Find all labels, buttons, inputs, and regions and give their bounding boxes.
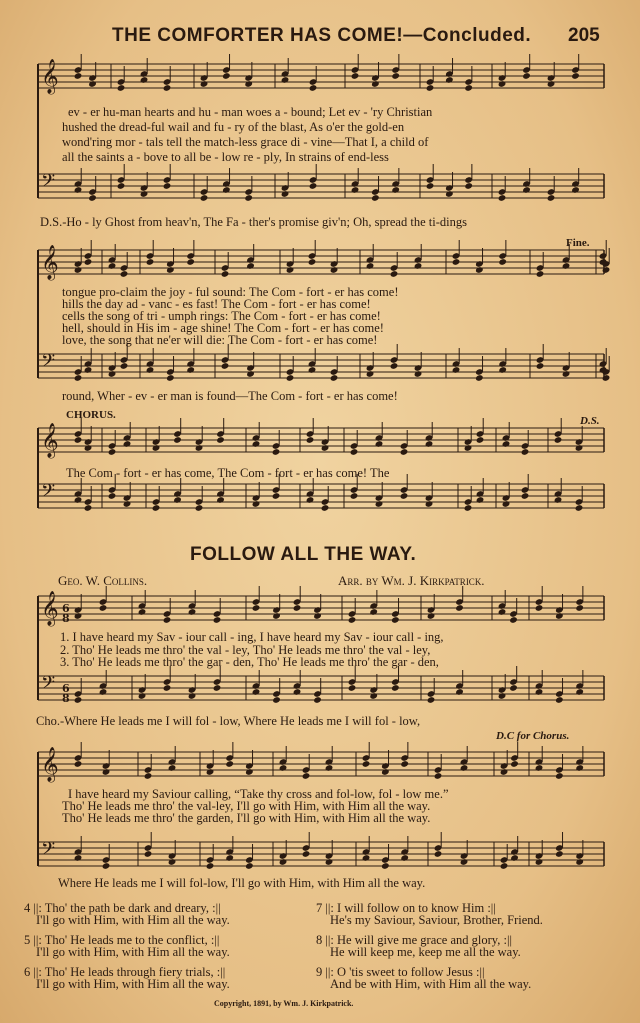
note-head [74, 854, 83, 862]
extra-verse-8: 8 ||: He will give me grace and glory, :|| [316, 933, 512, 947]
note-head [152, 504, 161, 512]
note-head [166, 374, 175, 382]
extra-verse-4-line2: I'll go with Him, with Him all the way. [36, 913, 230, 927]
note-head [279, 858, 288, 866]
note-head [84, 444, 93, 452]
note-head [166, 266, 175, 274]
note-head [213, 616, 222, 624]
note-head [535, 858, 544, 866]
note-head [425, 500, 434, 508]
note-head [366, 262, 375, 270]
treble-clef-icon: 𝄞 [41, 59, 59, 94]
time-signature: 6 [62, 682, 70, 695]
note-head [425, 440, 434, 448]
note-head [221, 270, 230, 278]
note-head [246, 370, 255, 378]
note-head [140, 76, 149, 84]
note-head [575, 688, 584, 696]
note-head [195, 444, 204, 452]
note-head [547, 80, 556, 88]
note-head [521, 492, 530, 500]
note-head [555, 772, 564, 780]
extra-verse-4: 4 ||: Tho' the path be dark and dreary, :|| [24, 901, 221, 915]
treble-clef-icon: 𝄞 [41, 591, 59, 626]
extra-verse-6: 6 ||: Tho' He leads through fiery trials, :|| [24, 965, 226, 979]
note-head [74, 72, 83, 80]
note-head [371, 194, 380, 202]
note-head [464, 504, 473, 512]
note-head [286, 266, 295, 274]
note-head [272, 696, 281, 704]
note-head [400, 854, 409, 862]
note-head [138, 608, 147, 616]
note-head [554, 496, 563, 504]
note-head [575, 504, 584, 512]
note-head [168, 858, 177, 866]
note-head [555, 612, 564, 620]
note-head [281, 190, 290, 198]
verse-line-2: 2. Tho' He leads me thro' the val - ley, Tho' He leads me thro' the val - ley, [60, 643, 431, 657]
note-head [245, 862, 254, 870]
note-head [163, 182, 172, 190]
note-head [120, 362, 129, 370]
note-head [123, 500, 132, 508]
note-head [74, 760, 83, 768]
lyric-line-4: all the saints a - bove to all be - low re - ply, In strains of end-less [62, 150, 389, 164]
note-head [108, 262, 117, 270]
note-head [535, 604, 544, 612]
note-head [498, 194, 507, 202]
note-head [74, 266, 83, 274]
note-head [152, 444, 161, 452]
note-head [400, 448, 409, 456]
note-head [426, 84, 435, 92]
note-head [88, 80, 97, 88]
note-head [99, 604, 108, 612]
bass-lyric-2: Where He leads me I will fol-low, I'll go with Him, with Him all the way. [58, 876, 426, 890]
hymn2-title: FOLLOW ALL THE WAY. [190, 544, 417, 565]
note-head [348, 616, 357, 624]
note-head [306, 496, 315, 504]
note-head [117, 84, 126, 92]
note-head [200, 80, 209, 88]
note-head [321, 504, 330, 512]
verse-line-1: 1. I have heard my Sav - iour call - ing, I have heard my Sav - iour call - ing, [60, 630, 444, 644]
note-head [102, 768, 111, 776]
note-head [74, 496, 83, 504]
note-head [502, 440, 511, 448]
page-title: THE COMFORTER HAS COME!—Concluded. [112, 25, 532, 46]
ds-marking: D.S. [580, 415, 600, 427]
bass-clef-icon: 𝄢 [41, 171, 56, 196]
note-head [252, 688, 261, 696]
note-head [575, 764, 584, 772]
note-head [108, 492, 117, 500]
note-head [306, 436, 315, 444]
note-head [325, 858, 334, 866]
note-head [309, 84, 318, 92]
lyric-line-6: hills the day ad - vanc - es fast! The Com - fort - er has come! [62, 297, 371, 311]
note-head [371, 80, 380, 88]
note-head [348, 684, 357, 692]
note-head [140, 190, 149, 198]
note-head [74, 186, 83, 194]
lyric-line-5: tongue pro-claim the joy - ful sound: The Com - fort - er has come! [62, 285, 399, 299]
note-head [222, 72, 231, 80]
note-head [434, 850, 443, 858]
note-head [186, 258, 195, 266]
fine-marking: Fine. [566, 237, 590, 249]
note-head [464, 444, 473, 452]
note-head [330, 266, 339, 274]
note-head [302, 850, 311, 858]
note-head [362, 854, 371, 862]
note-head [400, 760, 409, 768]
note-head [562, 262, 571, 270]
note-head [325, 764, 334, 772]
note-head [498, 366, 507, 374]
note-head [555, 696, 564, 704]
dc-marking: D.C for Chorus. [496, 730, 570, 742]
note-head [602, 266, 611, 274]
note-head [246, 262, 255, 270]
note-head [74, 374, 83, 382]
note-head [475, 266, 484, 274]
note-head [522, 186, 531, 194]
lyric-line-3: wond'ring mor - tals tell the match-less grace di - vine—That I, a child of [62, 135, 429, 149]
note-head [102, 862, 111, 870]
note-head [500, 862, 509, 870]
note-head [309, 182, 318, 190]
extra-verse-9: 9 ||: O 'tis sweet to follow Jesus :|| [316, 965, 485, 979]
note-head [571, 186, 580, 194]
note-head [391, 616, 400, 624]
note-head [213, 684, 222, 692]
note-head [146, 258, 155, 266]
note-head [547, 194, 556, 202]
note-head [293, 604, 302, 612]
note-head [571, 72, 580, 80]
note-head [84, 258, 93, 266]
note-head [369, 608, 378, 616]
note-head [225, 854, 234, 862]
note-head [510, 854, 519, 862]
bass-clef-icon: 𝄢 [41, 673, 56, 698]
note-head [108, 370, 117, 378]
lyric-line-7: cells the song of tri - umph rings: The Com - fort - er has come! [62, 309, 381, 323]
note-head [476, 496, 485, 504]
note-head [321, 444, 330, 452]
note-head [163, 616, 172, 624]
note-head [391, 684, 400, 692]
note-head [464, 84, 473, 92]
note-head [464, 182, 473, 190]
note-head [138, 692, 147, 700]
extra-verse-7-line2: He's my Saviour, Saviour, Brother, Friend. [330, 913, 543, 927]
time-signature: 8 [62, 692, 70, 705]
note-head [350, 448, 359, 456]
note-head [188, 608, 197, 616]
note-head [272, 492, 281, 500]
note-head [427, 696, 436, 704]
note-head [509, 684, 518, 692]
note-head [252, 500, 261, 508]
bass-clef-icon: 𝄢 [41, 481, 56, 506]
note-head [536, 362, 545, 370]
note-head [414, 370, 423, 378]
note-head [445, 190, 454, 198]
note-head [362, 760, 371, 768]
note-head [244, 194, 253, 202]
note-head [369, 692, 378, 700]
note-head [146, 366, 155, 374]
note-head [575, 444, 584, 452]
note-head [173, 496, 182, 504]
note-head [206, 768, 215, 776]
treble-clef-icon: 𝄞 [41, 245, 59, 280]
note-head [500, 768, 509, 776]
note-head [350, 492, 359, 500]
note-head [286, 374, 295, 382]
chorus-lyric: The Com - fort - er has come, The Com - fort - er has come! The [66, 466, 390, 480]
note-head [381, 768, 390, 776]
note-head [163, 84, 172, 92]
note-head [84, 366, 93, 374]
copyright: Copyright, 1891, by Wm. J. Kirkpatrick. [214, 999, 354, 1008]
note-head [366, 370, 375, 378]
verse2-line-3: Tho' He leads me thro' the garden, I'll go with Him, with Him all the way. [62, 811, 431, 825]
note-head [74, 696, 83, 704]
note-head [200, 194, 209, 202]
note-head [173, 436, 182, 444]
note-head [475, 374, 484, 382]
note-head [302, 772, 311, 780]
note-head [400, 492, 409, 500]
note-head [554, 436, 563, 444]
lyric-line-1: ev - er hu-man hearts and hu - man woes a - bound; Let ev - 'ry Christian [68, 105, 433, 119]
note-head [452, 258, 461, 266]
note-head [555, 850, 564, 858]
extra-verse-7: 7 ||: I will follow on to know Him :|| [316, 901, 496, 915]
note-head [502, 500, 511, 508]
extra-verse-5: 5 ||: Tho' He leads me to the conflict, :|| [24, 933, 220, 947]
extra-verse-5-line2: I'll go with Him, with Him all the way. [36, 945, 230, 959]
note-head [455, 604, 464, 612]
note-head [308, 366, 317, 374]
lyric-line-9: love, the song that ne'er will die: The Com - fort - er has come! [62, 333, 378, 347]
bass-clef-icon: 𝄢 [41, 839, 56, 864]
treble-clef-icon: 𝄞 [41, 747, 59, 782]
note-head [575, 858, 584, 866]
note-head [222, 186, 231, 194]
time-signature: 8 [62, 612, 70, 625]
note-head [186, 366, 195, 374]
note-head [245, 768, 254, 776]
note-head [426, 182, 435, 190]
note-head [460, 858, 469, 866]
note-head [427, 612, 436, 620]
note-head [123, 440, 132, 448]
note-head [434, 772, 443, 780]
note-head [381, 862, 390, 870]
note-head [445, 76, 454, 84]
note-head [221, 362, 230, 370]
note-head [313, 612, 322, 620]
note-head [414, 262, 423, 270]
bass-clef-icon: 𝄢 [41, 351, 56, 376]
note-head [313, 696, 322, 704]
note-head [510, 760, 519, 768]
note-head [216, 496, 225, 504]
lyric-line-8: hell, should in His im - age shine! The Com - fort - er has come! [62, 321, 384, 335]
note-head [308, 258, 317, 266]
note-head [375, 440, 384, 448]
cho-lyric: Cho.-Where He leads me I will fol - low, Where He leads me I will fol - low, [36, 714, 421, 728]
note-head [498, 608, 507, 616]
note-head [163, 684, 172, 692]
note-head [88, 194, 97, 202]
verse2-line-1: I have heard my Saviour calling, “Take thy cross and fol-low, fol - low me.” [68, 787, 449, 801]
note-head [272, 612, 281, 620]
note-head [108, 448, 117, 456]
note-head [390, 362, 399, 370]
note-head [293, 688, 302, 696]
chorus-label: CHORUS. [66, 409, 116, 421]
note-head [117, 182, 126, 190]
note-head [216, 436, 225, 444]
note-head [535, 764, 544, 772]
note-head [74, 612, 83, 620]
note-head [120, 270, 129, 278]
extra-verse-6-line2: I'll go with Him, with Him all the way. [36, 977, 230, 991]
note-head [498, 258, 507, 266]
note-head [452, 366, 461, 374]
bass-lyric-1: round, Wher - ev - er man is found—The Com - fort - er has come! [62, 389, 398, 403]
extra-verse-9-line2: And be with Him, with Him all the way. [330, 977, 532, 991]
note-head [391, 186, 400, 194]
note-head [460, 764, 469, 772]
note-head [575, 604, 584, 612]
treble-clef-icon: 𝄞 [41, 423, 59, 458]
note-head [144, 772, 153, 780]
note-head [144, 850, 153, 858]
composer: Geo. W. Collins. [58, 573, 148, 588]
note-head [522, 72, 531, 80]
arranger: Arr. by Wm. J. Kirkpatrick. [338, 573, 485, 588]
note-head [206, 862, 215, 870]
lyric-line-2: hushed the dread-ful wail and fu - ry of the blast, As o'er the gold-en [62, 120, 405, 134]
time-signature: 6 [62, 602, 70, 615]
note-head [535, 688, 544, 696]
note-head [195, 504, 204, 512]
note-head [498, 692, 507, 700]
note-head [99, 688, 108, 696]
page-number: 205 [568, 25, 600, 46]
note-head [225, 760, 234, 768]
note-head [168, 764, 177, 772]
note-head [74, 436, 83, 444]
note-head [330, 374, 339, 382]
note-head [536, 270, 545, 278]
verse-line-3: 3. Tho' He leads me thro' the gar - den, Tho' He leads me thro' the gar - den, [60, 655, 439, 669]
note-head [498, 80, 507, 88]
note-head [391, 72, 400, 80]
note-head [252, 440, 261, 448]
note-head [252, 604, 261, 612]
note-head [455, 688, 464, 696]
note-head [281, 76, 290, 84]
note-head [562, 370, 571, 378]
note-head [390, 270, 399, 278]
extra-verse-8-line2: He will keep me, keep me all the way. [330, 945, 521, 959]
note-head [351, 72, 360, 80]
note-head [244, 80, 253, 88]
note-head [509, 616, 518, 624]
verse2-line-2: Tho' He leads me thro' the val-ley, I'll go with Him, with Him all the way. [62, 799, 431, 813]
note-head [476, 436, 485, 444]
note-head [188, 692, 197, 700]
note-head [602, 374, 611, 382]
note-head [84, 504, 93, 512]
note-head [375, 500, 384, 508]
note-head [521, 448, 530, 456]
note-head [272, 448, 281, 456]
note-head [351, 186, 360, 194]
note-head [279, 764, 288, 772]
ds-lyric: D.S.-Ho - ly Ghost from heav'n, The Fa - ther's promise giv'n; Oh, spread the ti-dings [40, 215, 467, 229]
